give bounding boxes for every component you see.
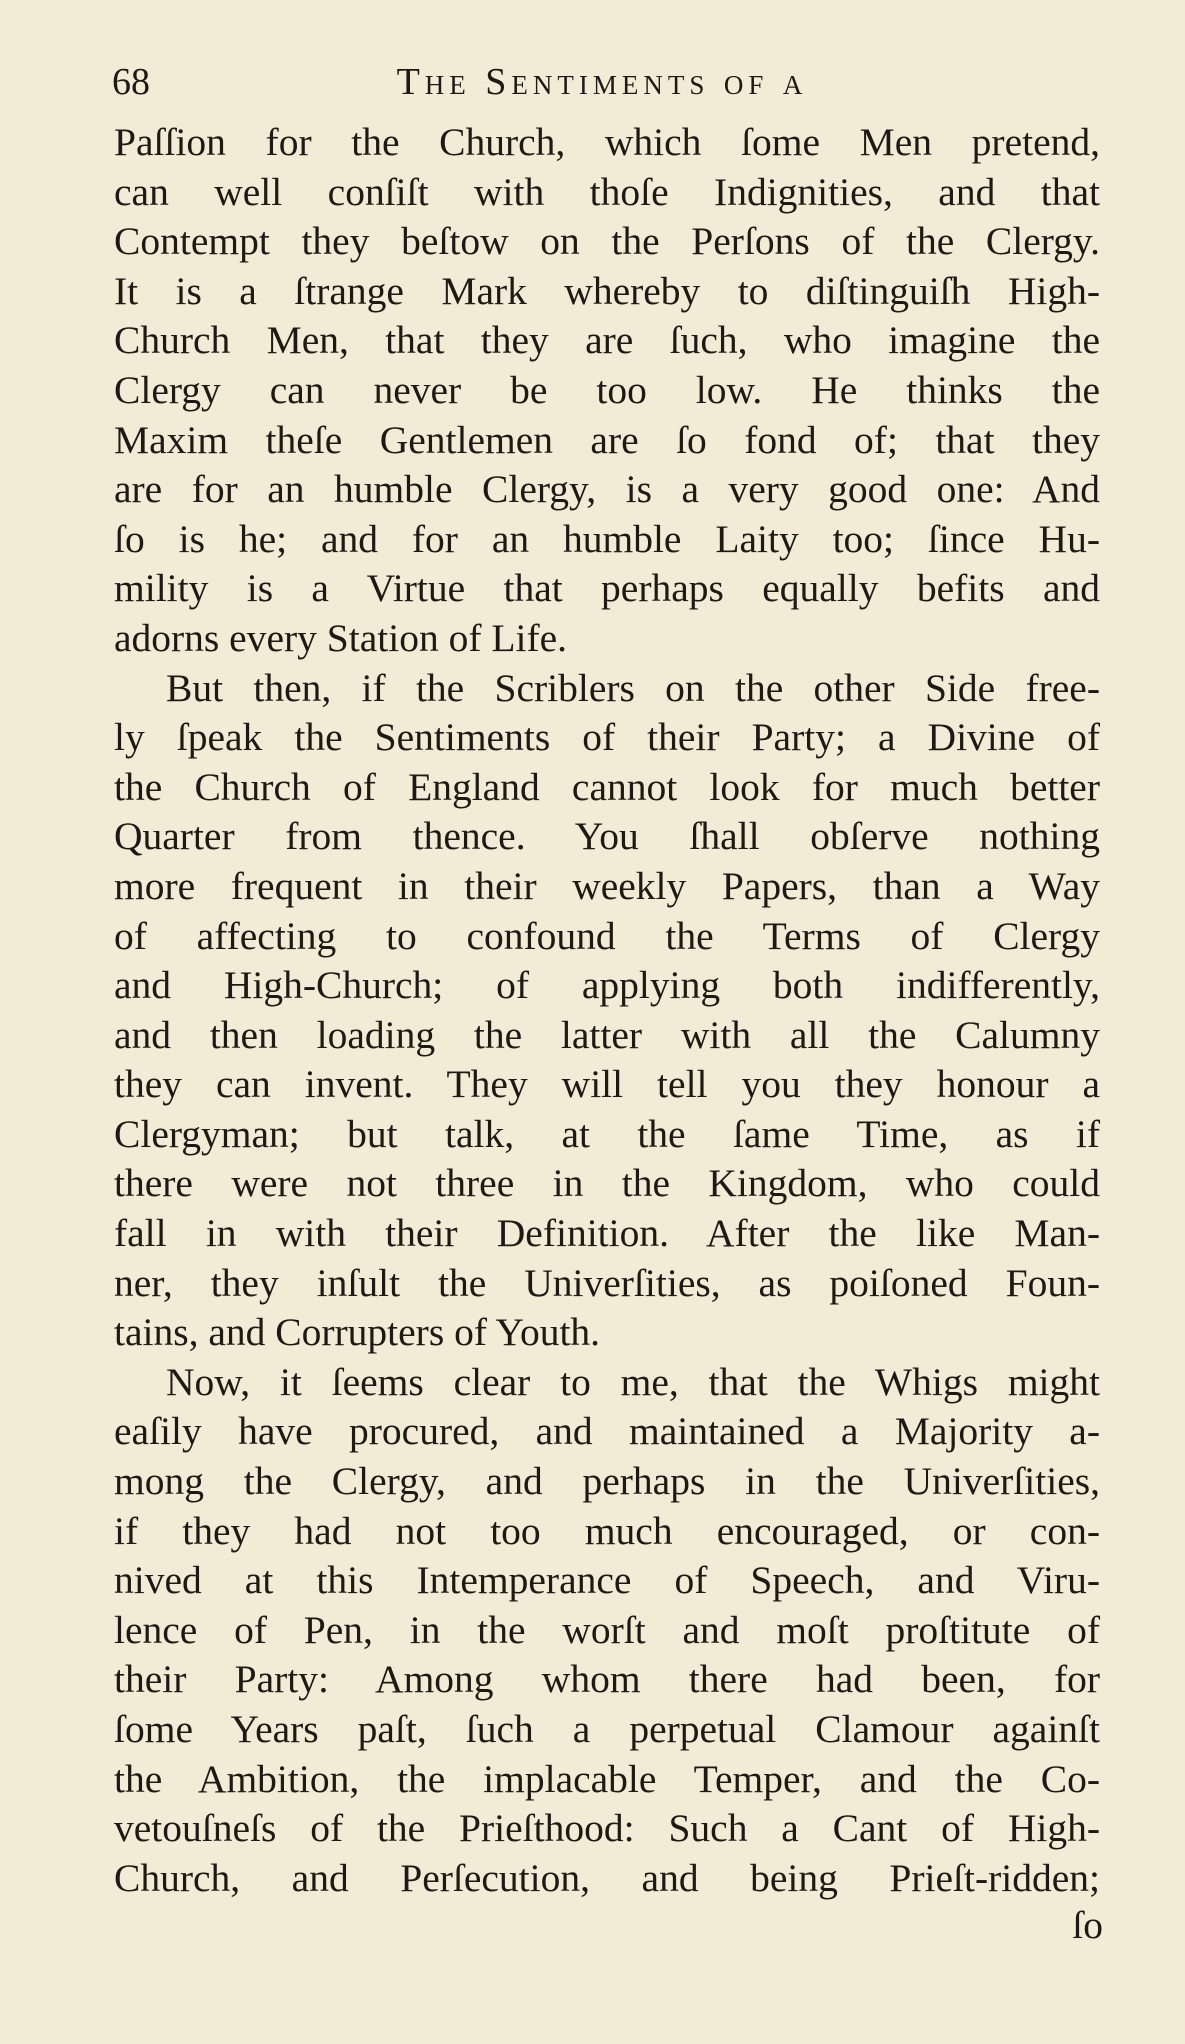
text-line: mong the Clergy, and perhaps in the Univerſities,	[114, 1459, 1100, 1504]
text-line: It is a ſtrange Mark whereby to diſtinguiſh High-	[114, 268, 1100, 313]
text-line: Clergy can never be too low. He thinks the	[114, 367, 1100, 412]
text-line: are for an humble Clergy, is a very good one: And	[114, 467, 1100, 512]
text-line: mility is a Virtue that perhaps equally befits and	[114, 566, 1100, 611]
text-line: Clergyman; but talk, at the ſame Time, as if	[114, 1111, 1100, 1156]
text-line: if they had not too much encouraged, or con-	[114, 1508, 1100, 1553]
text-line: the Church of England cannot look for much better	[114, 764, 1100, 809]
text-line: they can invent. They will tell you they honour a	[114, 1062, 1100, 1107]
text-line: their Party: Among whom there had been, for	[114, 1657, 1100, 1702]
text-line: fall in with their Definition. After the like Man-	[114, 1211, 1100, 1256]
text-line: and High-Church; of applying both indifferently,	[114, 963, 1100, 1008]
text-line: lence of Pen, in the worſt and moſt proſtitute of	[114, 1607, 1100, 1652]
text-line: more frequent in their weekly Papers, than a Way	[114, 863, 1100, 908]
catchword: ſo	[1072, 1903, 1103, 1947]
text-line: ner, they inſult the Univerſities, as poiſoned Foun-	[114, 1260, 1100, 1305]
text-line: Church, and Perſecution, and being Prieſt-ridden;	[114, 1855, 1100, 1900]
text-line: Church Men, that they are ſuch, who imagine the	[114, 318, 1100, 363]
text-line: Maxim theſe Gentlemen are ſo fond of; that they	[114, 417, 1100, 462]
text-line: can well conſiſt with thoſe Indignities, and that	[114, 169, 1100, 214]
text-line: tains, and Corrupters of Youth.	[114, 1310, 601, 1355]
text-line: Now, it ſeems clear to me, that the Whigs might	[166, 1359, 1100, 1404]
page-number: 68	[112, 61, 150, 103]
text-line: and then loading the latter with all the Calumny	[114, 1012, 1100, 1057]
text-line: But then, if the Scriblers on the other Side free-	[166, 665, 1100, 710]
page-header	[112, 52, 1092, 112]
text-line: nived at this Intemperance of Speech, and Viru-	[114, 1558, 1100, 1603]
text-line: eaſily have procured, and maintained a Majority a-	[114, 1409, 1100, 1454]
text-line: of affecting to confound the Terms of Clergy	[114, 913, 1100, 958]
text-line: Contempt they beſtow on the Perſons of the Clergy.	[114, 219, 1100, 264]
text-line: ly ſpeak the Sentiments of their Party; a Divine of	[114, 715, 1100, 760]
text-line: ſome Years paſt, ſuch a perpetual Clamour againſt	[114, 1707, 1100, 1751]
text-line: Paſſion for the Church, which ſome Men pretend,	[114, 120, 1100, 164]
text-line: adorns every Station of Life.	[114, 615, 568, 660]
running-head: The Sentiments of a	[396, 61, 808, 103]
text-line: there were not three in the Kingdom, who could	[114, 1161, 1100, 1206]
text-line: Quarter from thence. You ſhall obſerve nothing	[114, 814, 1100, 859]
text-line: ſo is he; and for an humble Laity too; ſince Hu-	[114, 516, 1100, 561]
text-line: vetouſneſs of the Prieſthood: Such a Cant of High-	[114, 1806, 1100, 1851]
text-line: the Ambition, the implacable Temper, and the Co-	[114, 1756, 1100, 1801]
body-text	[114, 118, 1100, 1903]
